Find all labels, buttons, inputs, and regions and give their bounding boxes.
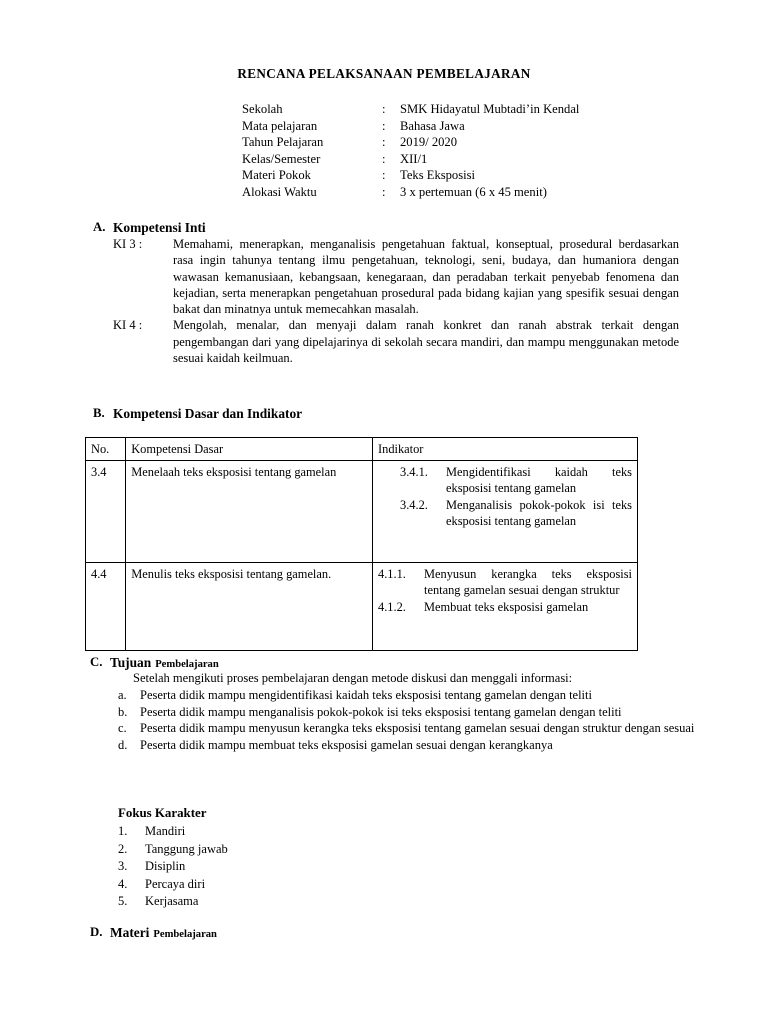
identity-row — [242, 167, 579, 184]
section-d-heading — [90, 925, 217, 941]
section-b-title: Kompetensi Dasar dan Indikator — [113, 406, 303, 421]
section-b-letter: B. — [93, 406, 105, 420]
cell-kd: Menelaah teks eksposisi tentang gamelan — [126, 461, 373, 563]
table-header-kd: Kompetensi Dasar — [126, 438, 373, 461]
list-marker: 5. — [118, 894, 128, 909]
section-c-title-suffix: Pembelajaran — [155, 659, 219, 670]
indicator-text: Menyusun kerangka teks eksposisi tentang gamelan sesuai dengan struktur — [424, 567, 632, 598]
section-c-heading — [90, 655, 219, 671]
indicator-item — [378, 599, 632, 615]
list-item — [118, 858, 228, 876]
list-item — [118, 876, 228, 894]
identity-row — [242, 184, 579, 201]
identity-row — [242, 134, 579, 151]
tujuan-list — [118, 687, 738, 753]
list-text: Tanggung jawab — [145, 841, 228, 856]
table-row — [86, 563, 638, 651]
identity-colon: : — [382, 184, 386, 199]
identity-block — [242, 101, 579, 201]
table-row — [86, 461, 638, 563]
fokus-karakter-title: Fokus Karakter — [118, 806, 207, 820]
tujuan-intro: Setelah mengikuti proses pembelajaran dengan metode diskusi dan menggali informasi: — [133, 671, 573, 685]
cell-no: 3.4 — [86, 461, 126, 563]
list-marker: 1. — [118, 824, 128, 838]
identity-label: Mata pelajaran — [242, 118, 318, 133]
list-text: Mandiri — [145, 824, 186, 838]
list-text: Peserta didik mampu menganalisis pokok-pokok isi teks eksposisi tentang gamelan dengan teliti — [140, 704, 622, 719]
identity-row — [242, 101, 579, 118]
identity-label: Sekolah — [242, 102, 283, 116]
ki-text: Memahami, menerapkan, menganalisis pengetahuan faktual, konseptual, prosedural berdasarkan rasa ingin tahunya tentang ilmu pengetahuan, teknologi, seni, budaya, dan humaniora dengan wawasan kemanusiaan, kebangsaan, kenegaraan, dan peradaban terkait penyebab fenomena dan kejadian, serta menerapkan pengetahuan prosedural pada bidang kajian yang spesifik sesuai dengan bakat dan minatnya untuk memecahkan masalah. — [173, 237, 679, 317]
list-marker: b. — [118, 704, 128, 719]
indicator-text: Mengidentifikasi kaidah teks eksposisi tentang gamelan — [446, 465, 632, 496]
list-marker: a. — [118, 688, 127, 702]
identity-colon: : — [382, 168, 386, 183]
identity-value: 3 x pertemuan (6 x 45 menit) — [400, 184, 547, 199]
identity-label: Tahun Pelajaran — [242, 135, 324, 150]
list-marker: d. — [118, 737, 128, 752]
identity-colon: : — [382, 102, 386, 116]
identity-label: Kelas/Semester — [242, 151, 321, 166]
page-title: RENCANA PELAKSANAAN PEMBELAJARAN — [237, 66, 531, 81]
identity-row — [242, 151, 579, 168]
identity-label: Materi Pokok — [242, 168, 311, 183]
list-text: Kerjasama — [145, 894, 199, 909]
identity-colon: : — [382, 118, 386, 133]
section-a-title: Kompetensi Inti — [113, 220, 206, 235]
indicator-number: 3.4.2. — [400, 497, 428, 512]
indicator-text: Menganalisis pokok-pokok isi teks eksposisi tentang gamelan — [446, 497, 632, 528]
section-d-letter: D. — [90, 925, 103, 939]
identity-value: Bahasa Jawa — [400, 118, 465, 133]
ki-item — [113, 317, 679, 366]
indicator-number: 4.1.2. — [378, 599, 406, 614]
indicator-number: 3.4.1. — [400, 465, 428, 480]
section-d-title-suffix: Pembelajaran — [153, 929, 217, 940]
identity-value: 2019/ 2020 — [400, 135, 458, 150]
ki-label: KI 3 : — [113, 237, 143, 251]
identity-value: SMK Hidayatul Mubtadi’in Kendal — [400, 102, 580, 116]
list-marker: 2. — [118, 841, 128, 856]
list-item — [118, 720, 738, 737]
cell-no: 4.4 — [86, 563, 126, 651]
list-item — [118, 823, 228, 841]
list-item — [118, 737, 738, 754]
list-text: Percaya diri — [145, 876, 206, 891]
kompetensi-inti-list — [113, 236, 679, 366]
indicator-text: Membuat teks eksposisi gamelan — [424, 599, 589, 614]
list-marker: 4. — [118, 876, 128, 891]
section-d-title: Materi — [110, 925, 150, 940]
table-header-ind: Indikator — [373, 438, 638, 461]
cell-kd: Menulis teks eksposisi tentang gamelan. — [126, 563, 373, 651]
section-a-letter: A. — [93, 220, 106, 234]
list-item — [118, 841, 228, 859]
identity-row — [242, 118, 579, 135]
indicator-item — [400, 497, 632, 529]
kompetensi-dasar-table — [85, 437, 638, 651]
indicator-item — [378, 566, 632, 598]
indicator-item — [400, 464, 632, 496]
section-a-heading — [93, 220, 206, 236]
fokus-karakter-list — [118, 823, 228, 911]
identity-colon: : — [382, 151, 386, 166]
section-b-heading — [93, 406, 302, 422]
identity-value: Teks Eksposisi — [400, 168, 476, 183]
ki-label: KI 4 : — [113, 318, 143, 333]
identity-colon: : — [382, 135, 386, 150]
list-marker: c. — [118, 721, 127, 736]
list-item — [118, 704, 738, 721]
identity-label: Alokasi Waktu — [242, 184, 317, 199]
table-header-row — [86, 438, 638, 461]
cell-indicators — [373, 461, 638, 563]
identity-value: XII/1 — [400, 151, 428, 166]
section-c-title: Tujuan — [110, 655, 152, 670]
list-text: Disiplin — [145, 859, 186, 874]
ki-text: Mengolah, menalar, dan menyaji dalam ranah konkret dan ranah abstrak terkait dengan pengembangan dari yang dipelajarinya di sekolah secara mandiri, dan mampu menggunakan metode sesuai kaidah keilmuan. — [173, 318, 679, 366]
list-marker: 3. — [118, 859, 128, 874]
ki-item — [113, 236, 679, 317]
indicator-number: 4.1.1. — [378, 567, 406, 582]
list-text: Peserta didik mampu membuat teks eksposisi gamelan sesuai dengan kerangkanya — [140, 737, 553, 752]
cell-indicators — [373, 563, 638, 651]
list-item — [118, 687, 738, 704]
list-text: Peserta didik mampu menyusun kerangka teks eksposisi tentang gamelan sesuai dengan struktur dengan sesuai — [140, 721, 695, 736]
list-item — [118, 893, 228, 911]
list-text: Peserta didik mampu mengidentifikasi kaidah teks eksposisi tentang gamelan dengan teliti — [140, 688, 592, 702]
table-header-no: No. — [86, 438, 126, 461]
section-c-letter: C. — [90, 655, 103, 669]
